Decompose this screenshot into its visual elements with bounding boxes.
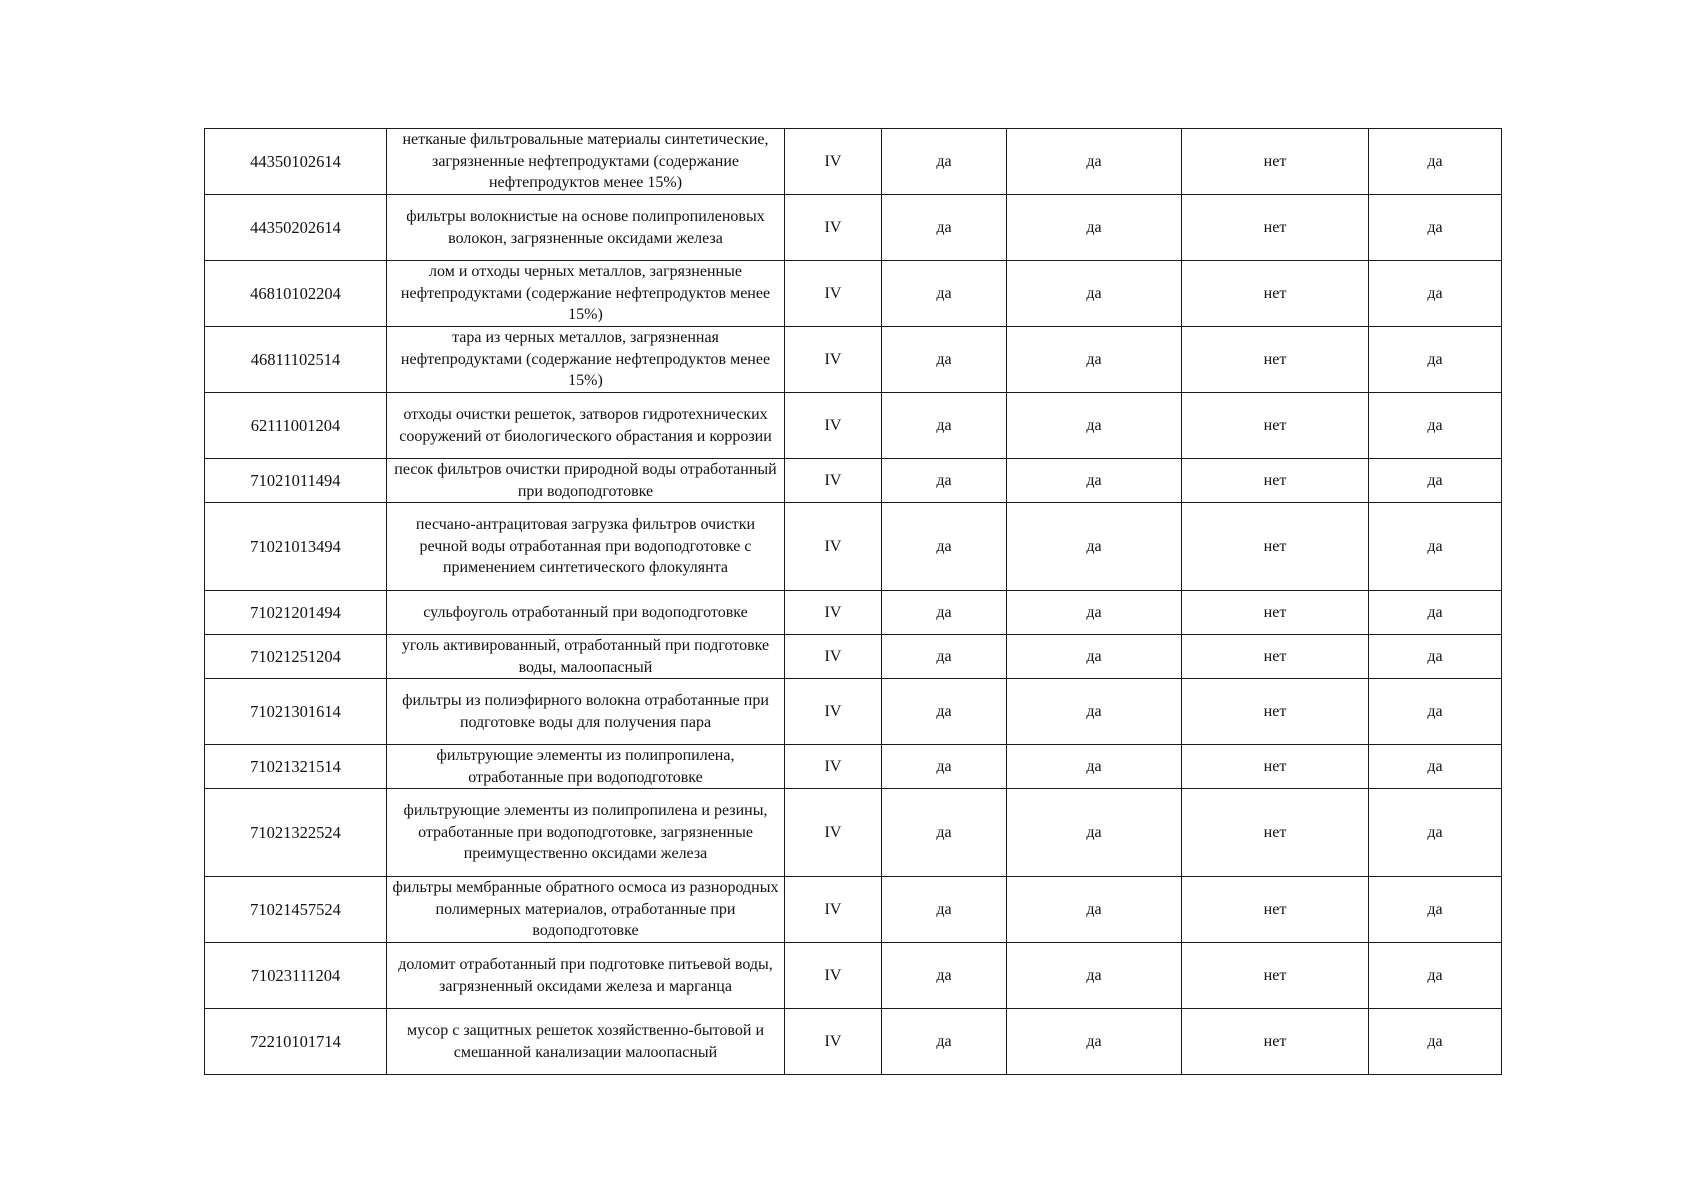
waste-code-cell: 71021013494 xyxy=(205,503,387,591)
waste-code-cell: 44350102614 xyxy=(205,129,387,195)
waste-description-cell: фильтры мембранные обратного осмоса из разнородных полимерных материалов, отработанные при водоподготовке xyxy=(387,877,785,943)
yes-no-cell: да xyxy=(1007,195,1182,261)
waste-description-cell: песчано-антрацитовая загрузка фильтров очистки речной воды отработанная при водоподготовке с применением синтетического флокулянта xyxy=(387,503,785,591)
waste-code-cell: 71021301614 xyxy=(205,679,387,745)
hazard-class-cell: IV xyxy=(785,789,882,877)
hazard-class-cell: IV xyxy=(785,591,882,635)
yes-no-cell: нет xyxy=(1182,635,1369,679)
yes-no-cell: нет xyxy=(1182,591,1369,635)
yes-no-cell: да xyxy=(882,635,1007,679)
waste-code-cell: 71021251204 xyxy=(205,635,387,679)
hazard-class-cell: IV xyxy=(785,745,882,789)
yes-no-cell: да xyxy=(882,261,1007,327)
yes-no-cell: да xyxy=(1369,327,1502,393)
table-row xyxy=(205,943,1502,1009)
yes-no-cell: да xyxy=(1369,635,1502,679)
table-row xyxy=(205,877,1502,943)
table-row xyxy=(205,1009,1502,1075)
yes-no-cell: да xyxy=(1007,745,1182,789)
yes-no-cell: да xyxy=(882,943,1007,1009)
table-row xyxy=(205,195,1502,261)
yes-no-cell: нет xyxy=(1182,1009,1369,1075)
yes-no-cell: да xyxy=(1369,745,1502,789)
yes-no-cell: да xyxy=(1007,1009,1182,1075)
yes-no-cell: да xyxy=(1369,261,1502,327)
waste-code-cell: 71021457524 xyxy=(205,877,387,943)
yes-no-cell: да xyxy=(1369,679,1502,745)
yes-no-cell: да xyxy=(1007,393,1182,459)
hazard-class-cell: IV xyxy=(785,679,882,745)
yes-no-cell: да xyxy=(1007,503,1182,591)
waste-code-cell: 71021201494 xyxy=(205,591,387,635)
waste-description-cell: доломит отработанный при подготовке питьевой воды, загрязненный оксидами железа и марганца xyxy=(387,943,785,1009)
yes-no-cell: да xyxy=(1007,591,1182,635)
yes-no-cell: да xyxy=(882,1009,1007,1075)
yes-no-cell: нет xyxy=(1182,327,1369,393)
yes-no-cell: да xyxy=(1369,393,1502,459)
table-row xyxy=(205,635,1502,679)
waste-code-cell: 71021011494 xyxy=(205,459,387,503)
yes-no-cell: да xyxy=(882,789,1007,877)
yes-no-cell: да xyxy=(882,745,1007,789)
waste-code-cell: 71023111204 xyxy=(205,943,387,1009)
waste-description-cell: фильтры из полиэфирного волокна отработанные при подготовке воды для получения пара xyxy=(387,679,785,745)
table-row xyxy=(205,459,1502,503)
waste-description-cell: тара из черных металлов, загрязненная нефтепродуктами (содержание нефтепродуктов менее 15%) xyxy=(387,327,785,393)
yes-no-cell: да xyxy=(1007,679,1182,745)
table-row xyxy=(205,591,1502,635)
yes-no-cell: нет xyxy=(1182,679,1369,745)
yes-no-cell: да xyxy=(882,591,1007,635)
yes-no-cell: нет xyxy=(1182,261,1369,327)
yes-no-cell: да xyxy=(1007,129,1182,195)
waste-description-cell: отходы очистки решеток, затворов гидротехнических сооружений от биологического обрастания и коррозии xyxy=(387,393,785,459)
table-row xyxy=(205,393,1502,459)
waste-description-cell: фильтры волокнистые на основе полипропиленовых волокон, загрязненные оксидами железа xyxy=(387,195,785,261)
yes-no-cell: да xyxy=(1007,459,1182,503)
yes-no-cell: да xyxy=(1007,261,1182,327)
hazard-class-cell: IV xyxy=(785,459,882,503)
waste-code-cell: 71021322524 xyxy=(205,789,387,877)
waste-description-cell: фильтрующие элементы из полипропилена, отработанные при водоподготовке xyxy=(387,745,785,789)
waste-description-cell: сульфоуголь отработанный при водоподготовке xyxy=(387,591,785,635)
yes-no-cell: да xyxy=(882,503,1007,591)
yes-no-cell: да xyxy=(1007,789,1182,877)
hazard-class-cell: IV xyxy=(785,129,882,195)
yes-no-cell: да xyxy=(1369,789,1502,877)
yes-no-cell: да xyxy=(1369,129,1502,195)
yes-no-cell: да xyxy=(1369,459,1502,503)
waste-code-cell: 44350202614 xyxy=(205,195,387,261)
yes-no-cell: да xyxy=(882,393,1007,459)
table-row xyxy=(205,745,1502,789)
yes-no-cell: да xyxy=(882,877,1007,943)
waste-code-cell: 71021321514 xyxy=(205,745,387,789)
yes-no-cell: да xyxy=(882,459,1007,503)
hazard-class-cell: IV xyxy=(785,195,882,261)
table-row xyxy=(205,261,1502,327)
yes-no-cell: нет xyxy=(1182,393,1369,459)
waste-table xyxy=(204,128,1502,1075)
waste-code-cell: 62111001204 xyxy=(205,393,387,459)
table-row xyxy=(205,789,1502,877)
waste-code-cell: 46810102204 xyxy=(205,261,387,327)
yes-no-cell: нет xyxy=(1182,459,1369,503)
waste-code-cell: 46811102514 xyxy=(205,327,387,393)
yes-no-cell: да xyxy=(1007,635,1182,679)
yes-no-cell: нет xyxy=(1182,503,1369,591)
yes-no-cell: да xyxy=(1369,195,1502,261)
yes-no-cell: да xyxy=(882,129,1007,195)
waste-description-cell: нетканые фильтровальные материалы синтетические, загрязненные нефтепродуктами (содержание нефтепродуктов менее 15%) xyxy=(387,129,785,195)
yes-no-cell: да xyxy=(1007,943,1182,1009)
yes-no-cell: нет xyxy=(1182,745,1369,789)
waste-description-cell: уголь активированный, отработанный при подготовке воды, малоопасный xyxy=(387,635,785,679)
yes-no-cell: да xyxy=(1369,1009,1502,1075)
waste-description-cell: мусор с защитных решеток хозяйственно-бытовой и смешанной канализации малоопасный xyxy=(387,1009,785,1075)
yes-no-cell: да xyxy=(1007,877,1182,943)
yes-no-cell: нет xyxy=(1182,877,1369,943)
yes-no-cell: да xyxy=(882,327,1007,393)
table-row xyxy=(205,503,1502,591)
yes-no-cell: да xyxy=(1369,503,1502,591)
hazard-class-cell: IV xyxy=(785,1009,882,1075)
waste-description-cell: песок фильтров очистки природной воды отработанный при водоподготовке xyxy=(387,459,785,503)
waste-description-cell: фильтрующие элементы из полипропилена и резины, отработанные при водоподготовке, загрязненные преимущественно оксидами железа xyxy=(387,789,785,877)
hazard-class-cell: IV xyxy=(785,261,882,327)
table-row xyxy=(205,327,1502,393)
table-row xyxy=(205,679,1502,745)
yes-no-cell: нет xyxy=(1182,789,1369,877)
waste-code-cell: 72210101714 xyxy=(205,1009,387,1075)
hazard-class-cell: IV xyxy=(785,635,882,679)
yes-no-cell: нет xyxy=(1182,943,1369,1009)
hazard-class-cell: IV xyxy=(785,503,882,591)
yes-no-cell: да xyxy=(1007,327,1182,393)
hazard-class-cell: IV xyxy=(785,877,882,943)
hazard-class-cell: IV xyxy=(785,327,882,393)
yes-no-cell: да xyxy=(1369,877,1502,943)
hazard-class-cell: IV xyxy=(785,393,882,459)
yes-no-cell: да xyxy=(882,195,1007,261)
hazard-class-cell: IV xyxy=(785,943,882,1009)
yes-no-cell: да xyxy=(1369,591,1502,635)
waste-description-cell: лом и отходы черных металлов, загрязненные нефтепродуктами (содержание нефтепродуктов менее 15%) xyxy=(387,261,785,327)
yes-no-cell: нет xyxy=(1182,129,1369,195)
table-row xyxy=(205,129,1502,195)
yes-no-cell: да xyxy=(882,679,1007,745)
yes-no-cell: нет xyxy=(1182,195,1369,261)
yes-no-cell: да xyxy=(1369,943,1502,1009)
